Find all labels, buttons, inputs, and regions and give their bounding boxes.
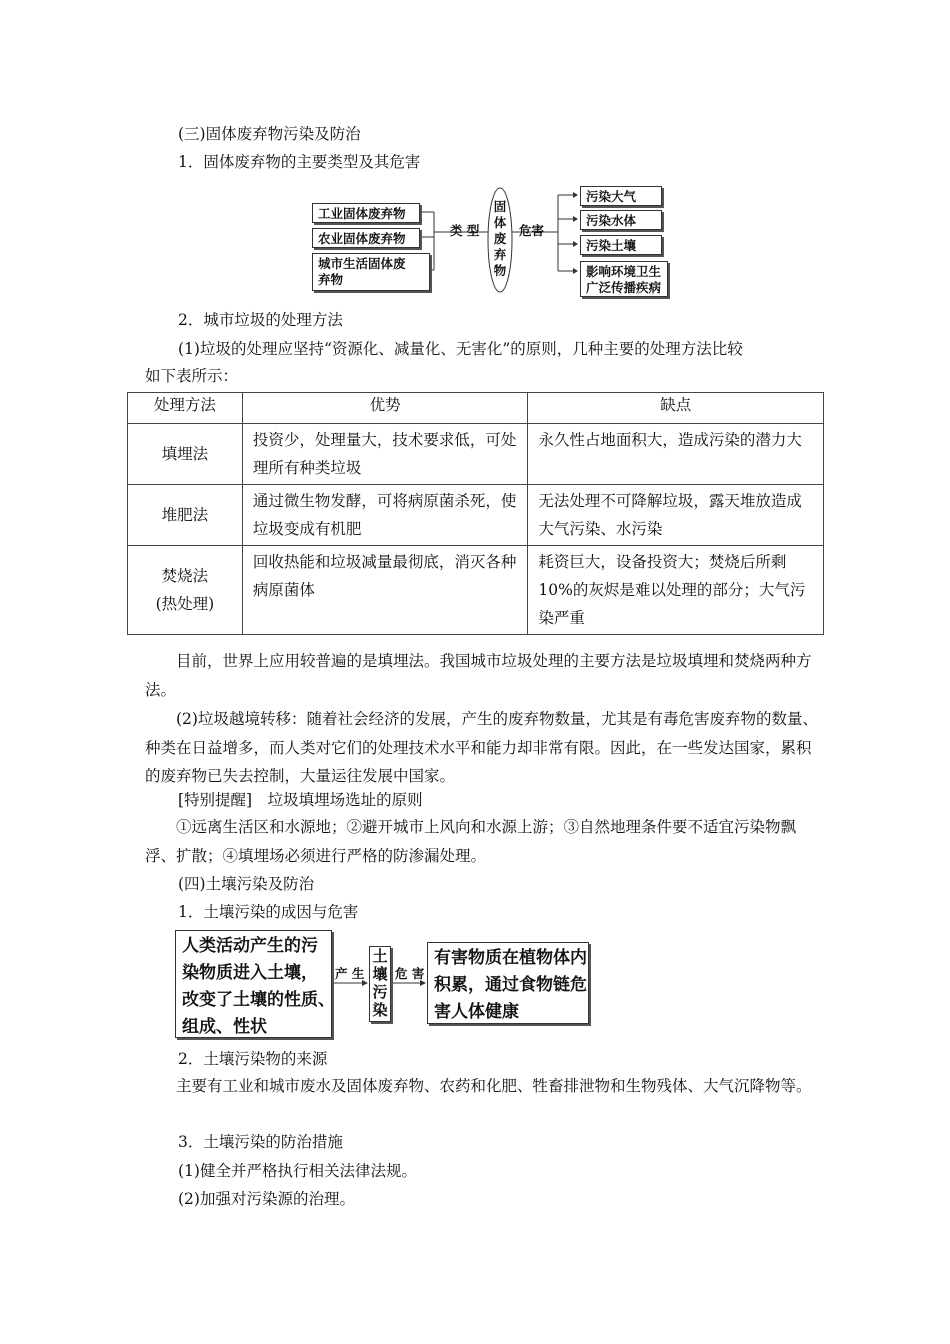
table-row bbox=[128, 485, 824, 546]
harm-label: 危害 bbox=[519, 223, 545, 238]
paragraph-principle-line1: (1)垃圾的处理应坚持“资源化、减量化、无害化”的原则，几种主要的处理方法比较 bbox=[178, 340, 743, 358]
disadvantage-cell: 耗资巨大，设备投资大；焚烧后所剩10%的灰烬是难以处理的部分；大气污染严重 bbox=[528, 546, 824, 635]
advantage-cell: 投资少，处理量大，技术要求低，可处理所有种类垃圾 bbox=[242, 424, 528, 485]
type-agricultural-box: 农业固体废弃物 bbox=[312, 228, 420, 248]
type-urban-box: 城市生活固体废 弃物 bbox=[312, 253, 430, 291]
section-heading-3: (三)固体废弃物污染及防治 bbox=[178, 125, 361, 143]
table-header: 缺点 bbox=[528, 393, 824, 424]
special-tip-body: ①远离生活区和水源地；②避开城市上风向和水源上游；③自然地理条件要不适宜污染物飘浮、扩散；④填埋场必须进行严格的防渗漏处理。 bbox=[145, 818, 797, 865]
table-header: 处理方法 bbox=[128, 393, 243, 424]
advantage-cell: 回收热能和垃圾减量最彻底，消灭各种病原菌体 bbox=[242, 546, 528, 635]
soil-pollution-center-box: 土 壤 污 染 bbox=[369, 946, 391, 1022]
paragraph-cross-border: (2)垃圾越境转移：随着社会经济的发展，产生的废弃物数量，尤其是有毒危害废弃物的数量、种类在日益增多，而人类对它们的处理技术水平和能力却非常有限。因此，在一些发达国家，累积的废弃物已失去控制，大量运往发展中国家。 bbox=[145, 710, 818, 785]
subheading-soil-sources: 2．土壤污染物的来源 bbox=[178, 1050, 328, 1068]
table-row bbox=[128, 424, 824, 485]
harm-air-box: 污染大气 bbox=[580, 186, 662, 206]
special-tip-title: [特别提醒] 垃圾填埋场选址的原则 bbox=[178, 791, 423, 809]
center-label: 固 体 废 弃 物 bbox=[493, 199, 507, 278]
soil-effect-box: 有害物质在植物体内 积累，通过食物链危 害人体健康 bbox=[427, 942, 589, 1024]
subheading-soil-causes: 1．土壤污染的成因与危害 bbox=[178, 903, 359, 921]
table-row bbox=[128, 546, 824, 635]
harm-health-box: 影响环境卫生 广泛传播疾病 bbox=[580, 261, 668, 297]
harm-label-2: 危 害 bbox=[395, 966, 425, 981]
paragraph-soil-sources: 主要有工业和城市废水及固体废弃物、农药和化肥、牲畜排泄物和生物残体、大气沉降物等。 bbox=[176, 1077, 812, 1095]
table-header: 优势 bbox=[242, 393, 528, 424]
subheading-waste-types: 1．固体废弃物的主要类型及其危害 bbox=[178, 153, 421, 171]
measure-1: (1)健全并严格执行相关法律法规。 bbox=[178, 1162, 417, 1180]
method-cell: 焚烧法 (热处理) bbox=[128, 546, 243, 635]
paragraph-principle-line2: 如下表所示： bbox=[145, 367, 239, 385]
type-label: 类 型 bbox=[450, 223, 480, 238]
method-cell: 填埋法 bbox=[128, 424, 243, 485]
paragraph-current-methods: 目前，世界上应用较普遍的是填埋法。我国城市垃圾处理的主要方法是垃圾填埋和焚烧两种方法。 bbox=[145, 652, 812, 699]
harm-soil-box: 污染土壤 bbox=[580, 235, 662, 255]
treatment-comparison-table bbox=[127, 392, 824, 635]
solid-waste-diagram bbox=[308, 185, 670, 297]
measure-2: (2)加强对污染源的治理。 bbox=[178, 1190, 355, 1208]
disadvantage-cell: 无法处理不可降解垃圾，露天堆放造成大气污染、水污染 bbox=[528, 485, 824, 546]
disadvantage-cell: 永久性占地面积大，造成污染的潜力大 bbox=[528, 424, 824, 485]
produce-label: 产 生 bbox=[335, 966, 365, 981]
subheading-soil-measures: 3．土壤污染的防治措施 bbox=[178, 1133, 343, 1151]
table-header-row bbox=[128, 393, 824, 424]
section-heading-4: (四)土壤污染及防治 bbox=[178, 875, 315, 893]
advantage-cell: 通过微生物发酵，可将病原菌杀死，使垃圾变成有机肥 bbox=[242, 485, 528, 546]
subheading-urban-garbage: 2．城市垃圾的处理方法 bbox=[178, 311, 343, 329]
method-cell: 堆肥法 bbox=[128, 485, 243, 546]
soil-cause-box: 人类活动产生的污 染物质进入土壤， 改变了土壤的性质、 组成、性状 bbox=[175, 930, 332, 1038]
soil-pollution-diagram bbox=[173, 928, 593, 1040]
harm-water-box: 污染水体 bbox=[580, 210, 662, 230]
type-industrial-box: 工业固体废弃物 bbox=[312, 203, 420, 223]
